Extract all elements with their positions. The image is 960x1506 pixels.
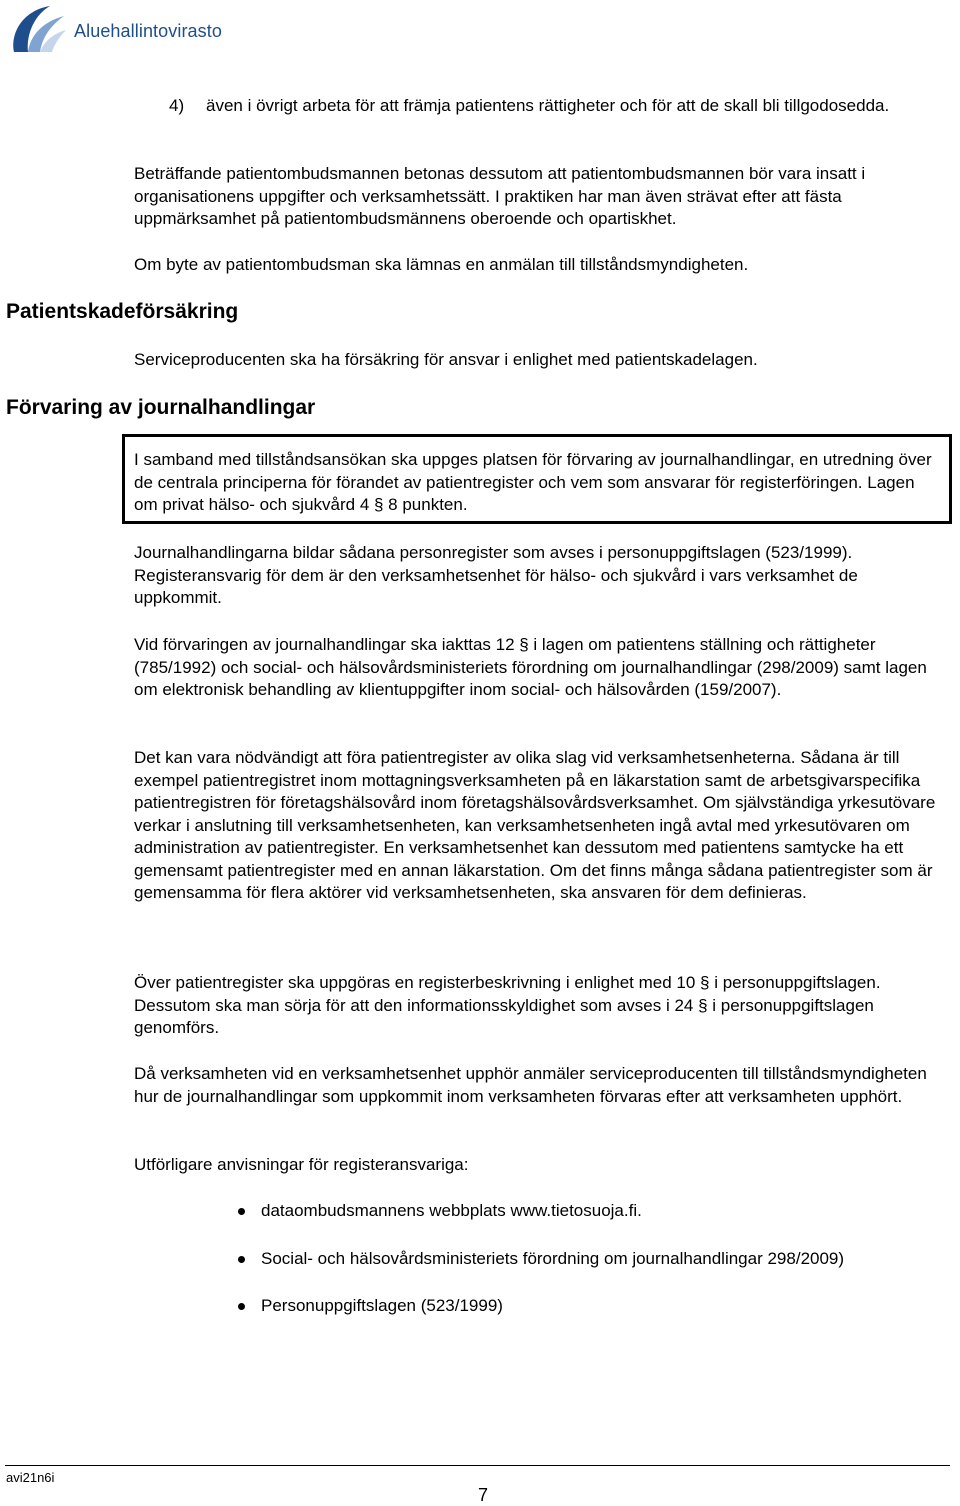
paragraph-registers: Journalhandlingarna bildar sådana personregister som avses i personuppgiftslagen (523/1999). Registeransvarig för dem är den verksamhetsenhet för hälso- och sjukvård i vars verksamhet de uppkommit. — [134, 543, 858, 607]
paragraph-guidance-intro: Utförligare anvisningar för registeransvariga: — [134, 1155, 469, 1174]
heading-patient-insurance: Patientskadeförsäkring — [6, 300, 239, 323]
page-number: 7 — [478, 1485, 489, 1505]
paragraph-patient-registers: Det kan vara nödvändigt att föra patientregister av olika slag vid verksamhetsenheterna. Sådana är till exempel patientregistret inom mottagningsverksamheten på en läkarstation samt de arbetsgivarspecifika patientregistren för företagshälsovård inom företagshälsovårdsverksamhet. Om självständiga yrkesutövare verkar i anslutning till verksamhetsenheten, kan verksamhetsenheten ingå avtal med yrkesutövaren om administration av patientregister. En verksamhetsenhet kan dessutom med patientens samtycke ha ett gemensamt patientregister med en annan läkarstation. Om det finns många sådana patientregister som är gemensamma för flera aktörer vid verksamhetsenheten, ska ansvaren för dem definieras. — [134, 748, 936, 902]
list-item-number: 4) — [169, 96, 185, 115]
heading-record-storage: Förvaring av journalhandlingar — [6, 396, 316, 419]
footer-divider — [5, 1465, 950, 1466]
bullet-item: Social- och hälsovårdsministeriets förordning om journalhandlingar 298/2009) — [261, 1249, 845, 1268]
bullet-icon — [238, 1208, 245, 1215]
avi-swoosh-icon — [6, 2, 70, 58]
org-logo — [6, 2, 226, 58]
bullet-icon — [238, 1303, 245, 1310]
paragraph-register-description: Över patientregister ska uppgöras en registerbeskrivning i enlighet med 10 § i personuppgiftslagen. Dessutom ska man sörja för att den informationsskyldighet som avses i 24 § i personuppgiftslagen genomförs. — [134, 973, 881, 1037]
paragraph-patient-ombudsman: Beträffande patientombudsmannen betonas dessutom att patientombudsmannen bör vara insatt i organisationens uppgifter och verksamhetssätt. I praktiken har man även strävat efter att fästa uppmärksamhet på patientombudsmännens oberoende och opartiskhet. — [134, 164, 866, 228]
paragraph-ombudsman-change: Om byte av patientombudsman ska lämnas en anmälan till tillståndsmyndigheten. — [134, 255, 749, 274]
org-name: Aluehallintovirasto — [74, 21, 222, 41]
bullet-icon — [238, 1256, 245, 1263]
bullet-item: Personuppgiftslagen (523/1999) — [261, 1296, 503, 1315]
paragraph-storage-law: Vid förvaringen av journalhandlingar ska iakttas 12 § i lagen om patientens ställning och rättigheter (785/1992) och social- och hälsovårdsministeriets förordning om journalhandlingar (298/2009) samt lagen om elektronisk behandling av klientuppgifter inom social- och hälsovården (159/2007). — [134, 635, 927, 699]
boxed-note-text: I samband med tillståndsansökan ska uppges platsen för förvaring av journalhandlingar, en utredning över de centrala principerna för förandet av patientregister och vem som ansvarar för registerföringen. Lagen om privat hälso- och sjukvård 4 § 8 punkten. — [134, 450, 932, 514]
bullet-item: dataombudsmannens webbplats www.tietosuoja.fi. — [261, 1201, 642, 1220]
footer-doc-id: avi21n6i — [6, 1470, 55, 1485]
list-item-text: även i övrigt arbeta för att främja patientens rättigheter och för att de skall bli tillgodosedda. — [206, 96, 890, 115]
paragraph-insurance: Serviceproducenten ska ha försäkring för ansvar i enlighet med patientskadelagen. — [134, 350, 758, 369]
paragraph-closure: Då verksamheten vid en verksamhetsenhet upphör anmäler serviceproducenten till tillståndsmyndigheten hur de journalhandlingar som uppkommit inom verksamheten förvaras efter att verksamheten upphört. — [134, 1064, 927, 1106]
